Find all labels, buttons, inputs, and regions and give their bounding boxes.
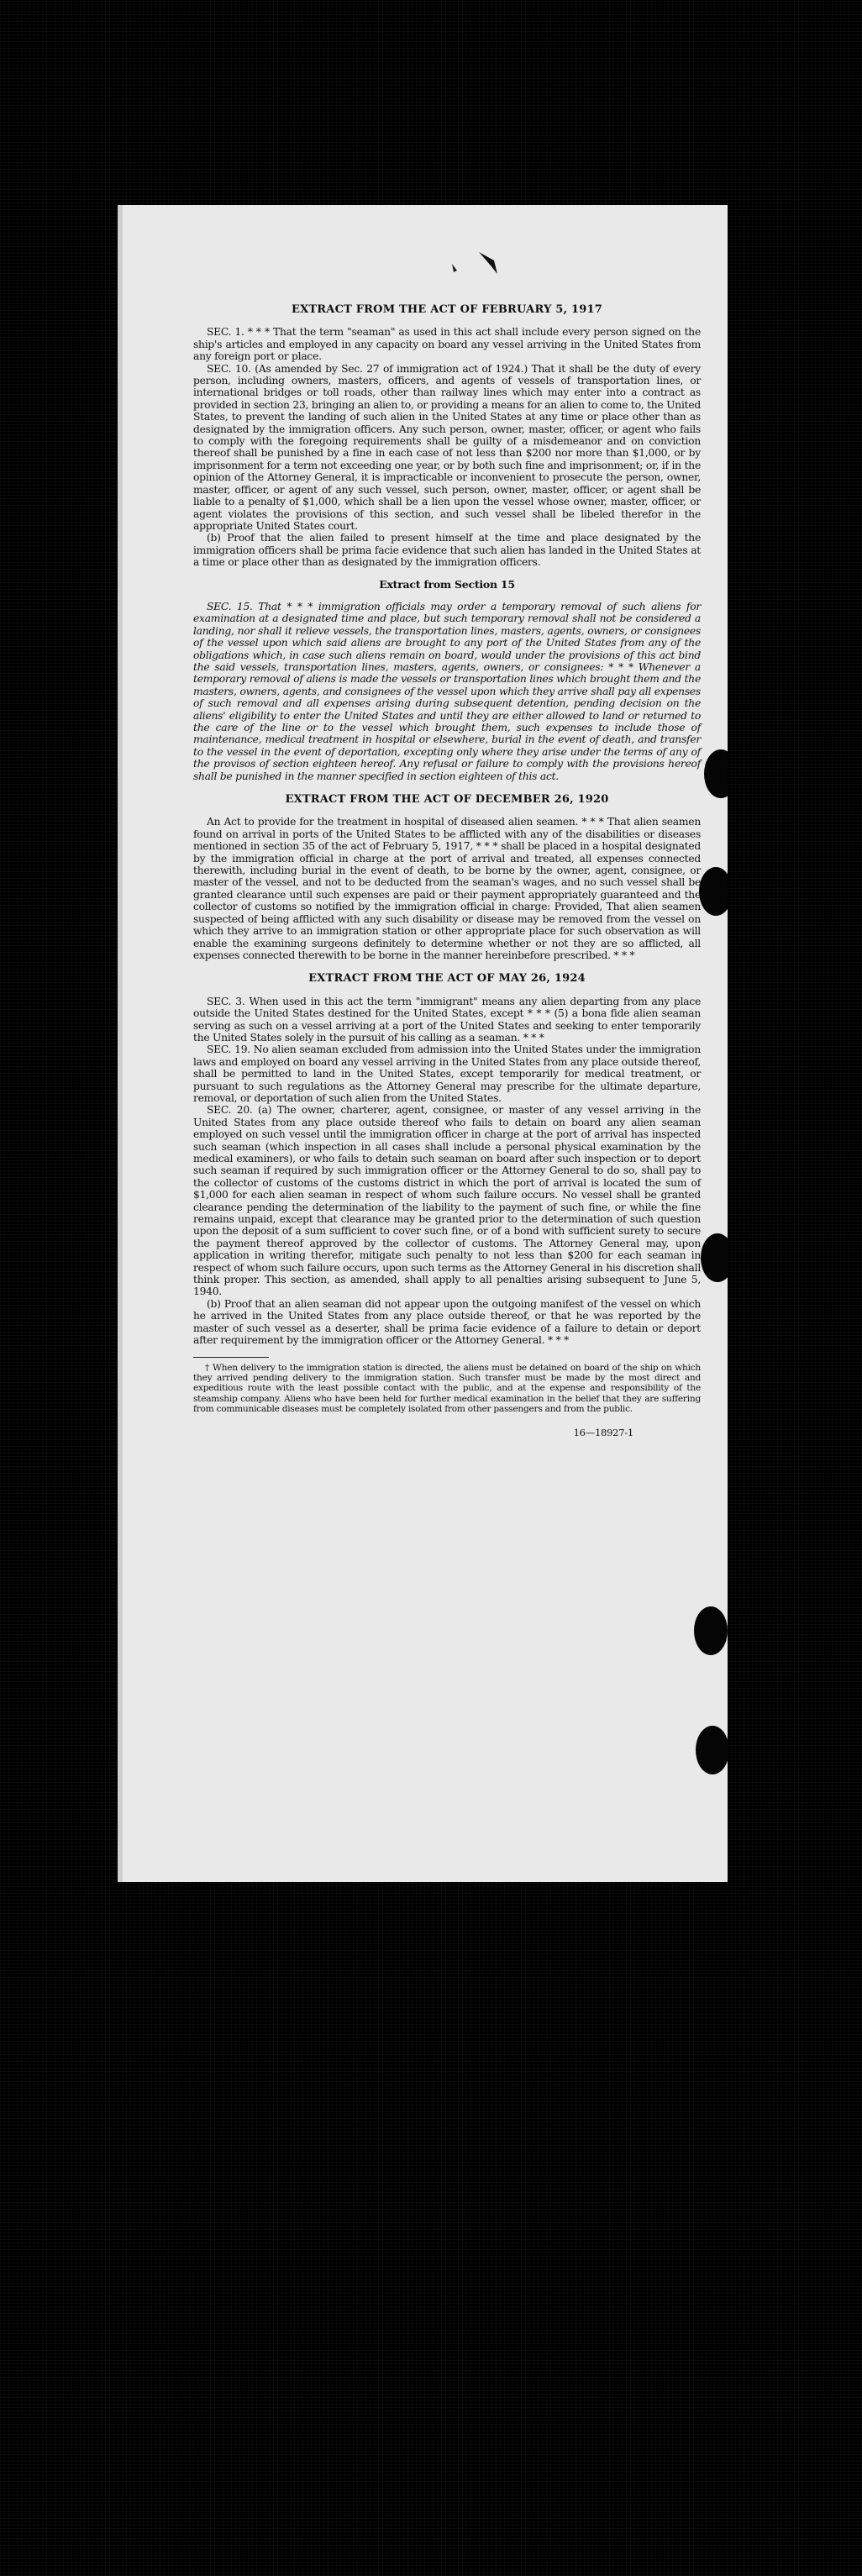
heading-act-1920: EXTRACT FROM THE ACT OF DECEMBER 26, 1920: [285, 793, 609, 807]
punch-hole-5: [696, 1726, 728, 1774]
paragraph-act-1920: An Act to provide for the treatment in hospital of diseased alien seamen. * * * That alien seamen found on arrival in ports of the United States to be afflicted with any of the disabilities or diseases mentioned in section 35 of the act of February 5, 1917, * * * shall be placed in a hospital designated by the immigration official in charge at the port of arrival and treated, all expenses connected therewith, including burial in the event of death, to be borne by the owner, agent, consignee, or master of the vessel, and not to be deducted from the seaman's wages, and no such vessel shall be granted clearance until such expenses are paid or their payment appropriately guaranteed and the collector of customs so notified by the immigration official in charge: Provided, That alien seamen suspected of being afflicted with any such disability or disease may be removed from the vessel on which they arrive to an immigration station or other appropriate place for such observation as will enable the examining surgeons definitely to determine whether or not they are so afflicted, all expenses connected therewith to be borne in the manner hereinbefore prescribed. * * *: [193, 816, 701, 961]
punch-hole-1: [704, 749, 728, 798]
paragraph-sec-20-a: SEC. 20. (a) The owner, charterer, agent, consignee, or master of any vessel arriving in the United States from any place outside thereof who fails to detain on board any alien seaman employed on such vessel until the immigration officer in charge at the port of arrival has inspected such seaman (which inspection in all cases shall include a personal physical examination by the medical examiners), or who fails to detain such seaman on board after such inspection or to deport such seaman if required by such immigration officer or the Attorney General to do so, shall pay to the collector of customs of the customs district in which the port of arrival is located the sum of $1,000 for each alien seaman in respect of whom such failure occurs. No vessel shall be granted clearance pending the determination of the liability to the payment of such fine, or while the fine remains unpaid, except that clearance may be granted prior to the determination of such question upon the deposit of a sum sufficient to cover such fine, or of a bond with sufficient surety to secure the payment thereof approved by the collector of customs. The Attorney General may, upon application in writing therefor, mitigate such penalty to not less than $200 for each seaman in respect of whom such failure occurs, upon such terms as the Attorney General in his discretion shall think proper. This section, as amended, shall apply to all penalties arising subsequent to June 5, 1940.: [193, 1104, 701, 1298]
punch-hole-2: [699, 867, 728, 916]
paragraph-sec-3: SEC. 3. When used in this act the term "immigrant" means any alien departing from any place outside the United States destined for the United States, except * * * (5) a bona fide alien seaman serving as such on a vessel arriving at a port of the United States and seeking to enter temporarily the United States solely in the pursuit of his calling as a seaman. * * *: [193, 995, 701, 1044]
heading-section-15: Extract from Section 15: [379, 577, 515, 591]
paragraph-sec-10-b: (b) Proof that the alien failed to present himself at the time and place designated by the immigration officers shall be prima facie evidence that such alien has landed in the United States at a time or place other than as designated by the immigration officers.: [193, 532, 701, 569]
pen-marks: [445, 245, 512, 279]
document-body: [193, 304, 701, 1438]
paragraph-sec-19: SEC. 19. No alien seaman excluded from admission into the United States under the immigration laws and employed on board any vessel arriving in the United States from any place outside thereof, shall be permitted to land in the United States, except temporarily for medical treatment, or pursuant to such regulations as the Attorney General may prescribe for the ultimate departure, removal, or deportation of such alien from the United States.: [193, 1044, 701, 1104]
paragraph-sec-15: SEC. 15. That * * * immigration officials may order a temporary removal of such aliens for examination at a designated time and place, but such temporary removal shall not be considered a landing, nor shall it relieve vessels, the transportation lines, masters, agents, owners, or consignees of the vessel upon which said aliens are brought to any port of the United States from any of the obligations which, in case such aliens remain on board, would under the provisions of this act bind the said vessels, transportation lines, masters, agents, owners, or consignees: * * * Whenever a temporary removal of aliens is made the vessels or transportation lines which brought them and the masters, owners, agents, and consignees of the vessel upon which they arrive shall pay all expenses of such removal and all expenses arising during subsequent detention, pending decision on the aliens' eligibility to enter the United States and until they are either allowed to land or returned to the care of the line or to the vessel which brought them, such expenses to include those of maintenance, medical treatment in hospital or elsewhere, burial in the event of death, and transfer to the vessel in the event of deportation, excepting only where they arise under the terms of any of the provisos of section eighteen hereof. Any refusal or failure to comply with the provisions hereof shall be punished in the manner specified in section eighteen of this act.: [193, 600, 701, 782]
paragraph-sec-1: SEC. 1. * * * That the term "seaman" as used in this act shall include every person signed on the ship's articles and employed in any capacity on board any vessel arriving in the United States from any foreign port or place.: [193, 326, 701, 363]
footnote-divider: [193, 1357, 269, 1358]
paragraph-sec-20-b: (b) Proof that an alien seaman did not appear upon the outgoing manifest of the vessel on which he arrived in the United States from any place outside thereof, or that he was reported by the master of such vessel as a deserter, shall be prima facie evidence of a failure to detain or deport after requirement by the immigration officer or the Attorney General. * * *: [193, 1297, 701, 1347]
paragraph-sec-10: SEC. 10. (As amended by Sec. 27 of immigration act of 1924.) That it shall be the duty of every person, including owners, masters, officers, and agents of vessels of transportation lines, or international bridges or toll roads, other than railway lines which may enter into a contract as provided in section 23, bringing an alien to, or providing a means for an alien to come to, the United States, to prevent the landing of such alien in the United States at any time or place other than as designated by the immigration officers. Any such person, owner, master, officer, or agent who fails to comply with the foregoing requirements shall be guilty of a misdemeanor and on conviction thereof shall be punished by a fine in each case of not less than $200 nor more than $1,000, or by imprisonment for a term not exceeding one year, or by both such fine and imprisonment; or, if in the opinion of the Attorney General, it is impracticable or inconvenient to prosecute the person, owner, master, officer, or agent of any such vessel, such person, owner, master, officer, or agent shall be liable to a penalty of $1,000, which shall be a lien upon the vessel whose owner, master, officer, or agent violates the provisions of this section, and such vessel shall be libeled therefor in the appropriate United States court.: [193, 362, 701, 532]
punch-hole-3: [701, 1233, 728, 1282]
heading-act-1917: EXTRACT FROM THE ACT OF FEBRUARY 5, 1917: [292, 303, 602, 316]
form-number: 16—18927-1: [573, 1426, 633, 1438]
footnote: † When delivery to the immigration station is directed, the aliens must be detained on board of the ship on which they arrived pending delivery to the immigration station. Such transfer must be made by the most direct and expeditious route with the least possible contact with the public, and at the expense and responsibility of the steamship company. Aliens who have been held for further medical examination in the belief that they are suffering from communicable diseases must be completely isolated from other passengers and from the public.: [193, 1362, 701, 1415]
punch-hole-4: [694, 1606, 728, 1655]
document-page: [118, 205, 728, 1882]
heading-act-1924: EXTRACT FROM THE ACT OF MAY 26, 1924: [308, 972, 586, 986]
